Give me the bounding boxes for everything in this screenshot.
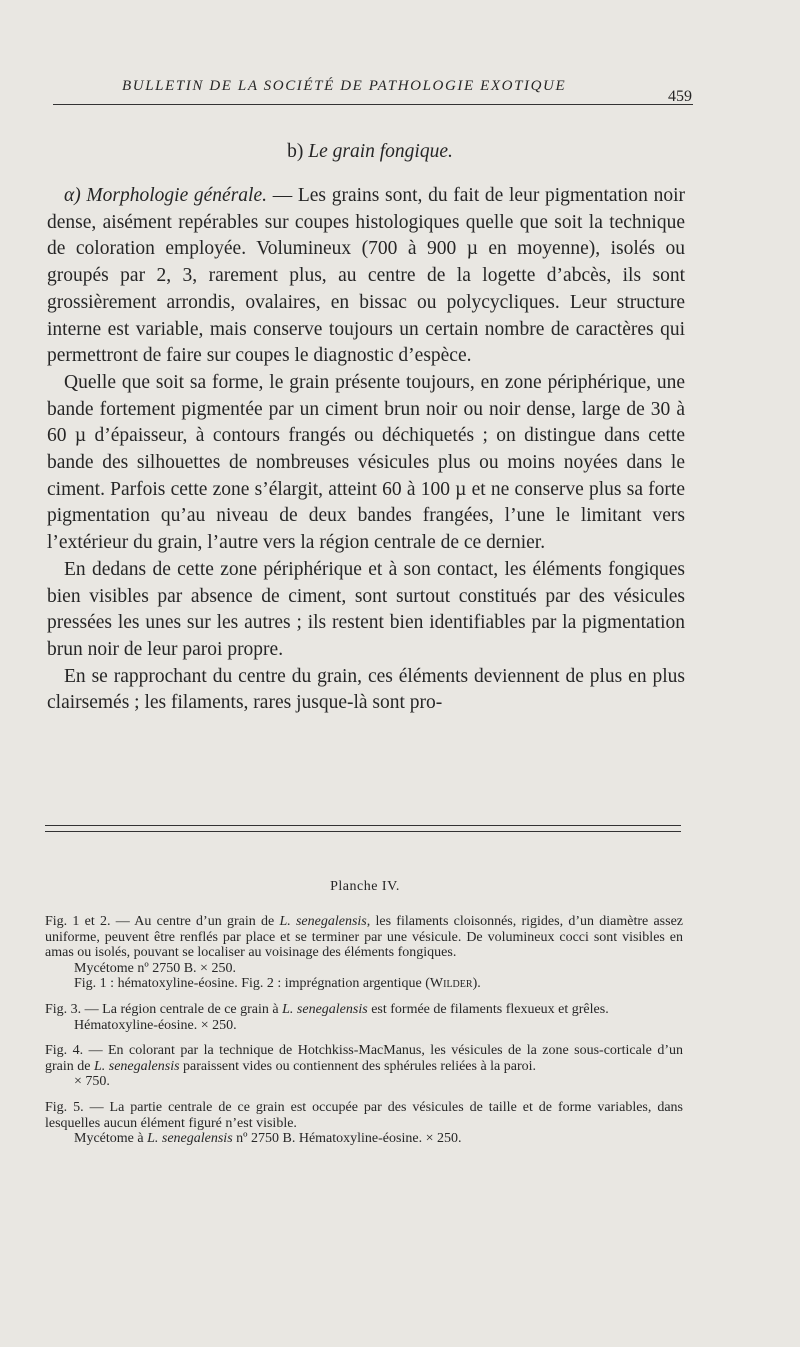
separator-rule <box>45 831 681 832</box>
legend-fragment: paraissent vides ou contiennent des sphérules reliées à la paroi. <box>179 1058 537 1074</box>
paragraph-peripheral-zone: Quelle que soit sa forme, le grain présente toujours, en zone périphérique, une bande fortement pigmentée par un ciment brun noir ou noir dense, large de 30 à 60 µ d’épaisseur, à contours frangés ou déchiquetés ; on distingue dans cette bande des silhouettes de nombreuses vésicules plus ou moins noyées dans le ciment. Parfois cette zone s’élargit, atteint 60 à 100 µ et ne conserve plus sa forte pigmentation qu’au niveau de deux bandes frangées, l’une le limitant vers l’extérieur du grain, l’autre vers la région centrale de ce dernier. <box>47 371 685 554</box>
section-heading: Le grain fongique. <box>308 141 453 162</box>
legend-fragment: nº 2750 B. Hématoxyline-éosine. × 250. <box>232 1131 462 1147</box>
legend-fragment: Fig. 4. — En colorant par la technique de Hotchkiss-MacManus, les vésicules de la zone sous-corticale d’un grain de <box>45 1043 683 1074</box>
body-text <box>47 183 685 717</box>
legend-fig-5 <box>45 1100 683 1147</box>
legend-text <box>45 1043 683 1074</box>
paragraph-center: En se rapprochant du centre du grain, ces éléments deviennent de plus en plus clairsemés ; les filaments, rares jusque-là sont pro- <box>47 665 685 714</box>
legend-detail: Mycétome nº 2750 B. × 250. <box>74 960 236 976</box>
legend-fig-1-2 <box>45 914 683 992</box>
legend-fragment: Fig. 3. — La région centrale de ce grain à <box>45 1001 283 1017</box>
legend-fig-4 <box>45 1043 683 1090</box>
legend-fragment: Fig. 1 : hématoxyline-éosine. Fig. 2 : imprégnation argentique ( <box>74 976 430 992</box>
species-name: L. senegalensis <box>279 914 367 929</box>
legend-text <box>45 914 683 961</box>
legend-fig-3 <box>45 1002 683 1033</box>
legend-fragment: Mycétome à <box>74 1131 148 1147</box>
legend-detail: × 750. <box>74 1074 110 1090</box>
paragraph-morphology <box>47 183 685 370</box>
plate-title: Planche IV. <box>330 879 400 894</box>
legend-text <box>45 1002 683 1018</box>
legend-text: Fig. 5. — La partie centrale de ce grain est occupée par des vésicules de taille et de forme variables, dans lesquelles aucun élément figuré n’est visible. <box>45 1099 683 1131</box>
section-title <box>0 141 740 163</box>
separator-rule <box>45 825 681 826</box>
paragraph-heading: α) Morphologie générale. <box>64 185 268 206</box>
author-name: Wilder <box>429 976 473 992</box>
legend-detail <box>45 1131 683 1147</box>
paragraph-text: — Les grains sont, du fait de leur pigmentation noir dense, aisément repérables sur coupes histologiques quelle que soit la technique de coloration employée. Volumineux (700 à 900 µ en moyenne), isolés ou groupés par 2, 3, rarement plus, au centre de la logette d’abcès, ils sont grossièrement arrondis, ovalaires, en bissac ou polycycliques. Leur structure interne est variable, mais conserve toujours un certain nombre de caractères qui permettront de faire sur coupes le diagnostic d’espèce. <box>47 185 685 367</box>
legend-detail: Hématoxyline-éosine. × 250. <box>74 1017 237 1033</box>
species-name: L. senegalensis <box>93 1058 180 1074</box>
paragraph-inner-zone: En dedans de cette zone périphérique et à son contact, les éléments fongiques bien visibles par absence de ciment, sont surtout constitués par des vésicules pressées les unes sur les autres ; ils restent bien identifiables par la pigmentation brun noir de leur paroi propre. <box>47 558 685 660</box>
figure-legends <box>45 914 683 1157</box>
legend-fragment: ). <box>472 976 481 992</box>
species-name: L. senegalensis <box>147 1131 233 1147</box>
page-number: 459 <box>668 88 692 105</box>
species-name: L. senegalensis <box>282 1001 368 1017</box>
legend-fragment: , les filaments cloisonnés, rigides, d’un diamètre assez uniforme, peuvent être renflés par place et se terminer par une vésicule. De volumineux cocci sont visibles en amas ou isolés, pouvant se localiser au voisinage des éléments fongiques. <box>45 914 684 961</box>
legend-fragment: Fig. 1 et 2. — Au centre d’un grain de <box>45 914 280 929</box>
header-rule <box>53 104 693 105</box>
running-head: BULLETIN DE LA SOCIÉTÉ DE PATHOLOGIE EXOTIQUE <box>122 78 567 94</box>
section-label: b) <box>287 141 304 162</box>
legend-detail <box>45 976 683 992</box>
legend-fragment: est formée de filaments flexueux et grêles. <box>367 1001 609 1017</box>
